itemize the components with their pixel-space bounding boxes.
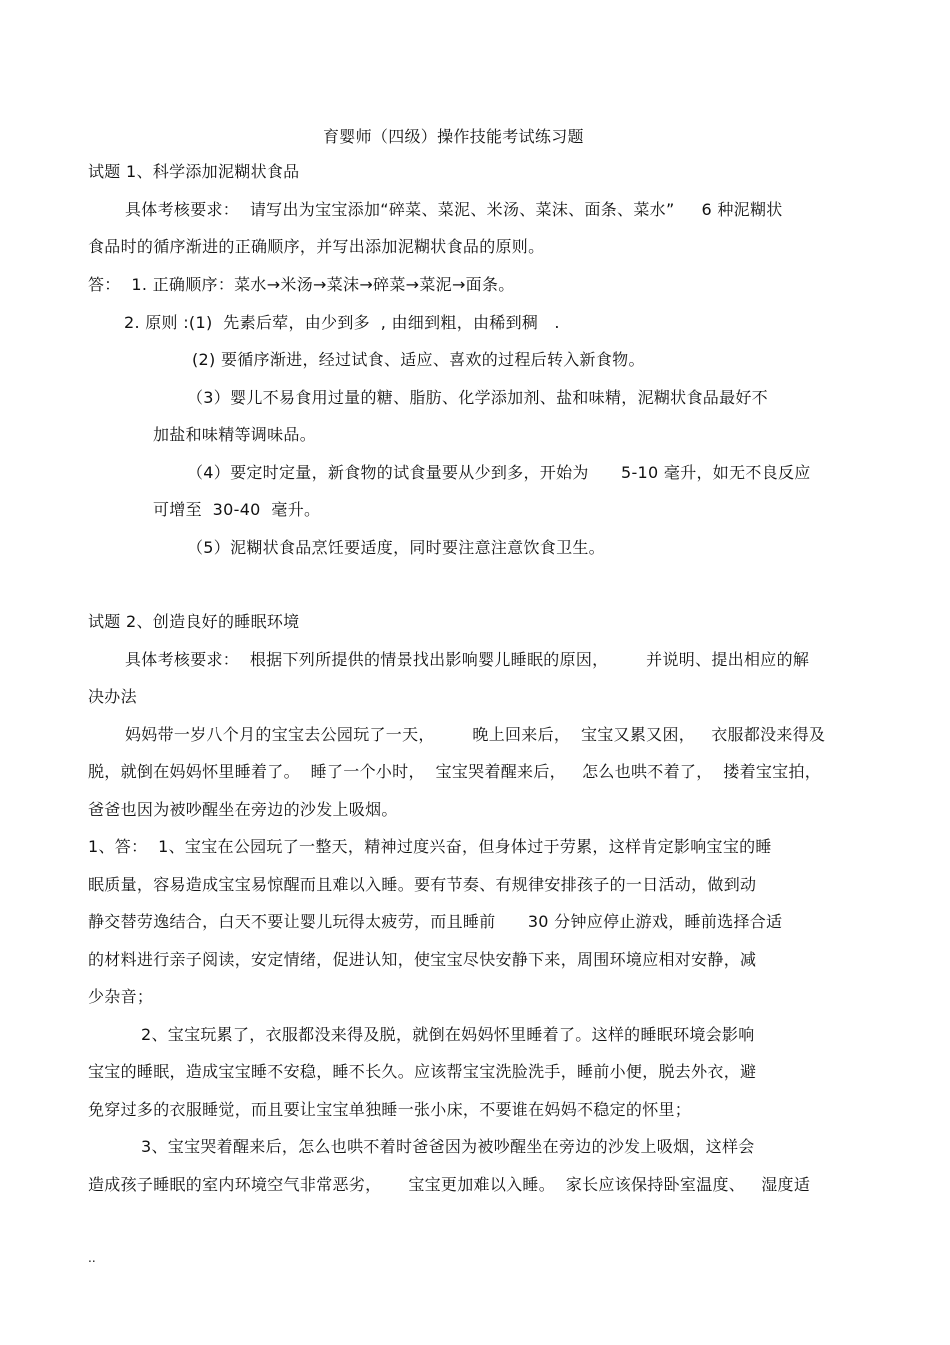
q1-answer-order: 答： 1. 正确顺序：菜水→米汤→菜沫→碎菜→菜泥→面条。 bbox=[88, 275, 515, 294]
q2-requirement-line: 决办法 bbox=[88, 687, 137, 706]
q2-answer-line: 1、答： 1、宝宝在公园玩了一整天，精神过度兴奋，但身体过于劳累，这样肯定影响宝宝的睡 bbox=[88, 837, 772, 856]
q1-requirement-line: 具体考核要求： 请写出为宝宝添加“碎菜、菜泥、米汤、菜沫、面条、菜水” 6 种泥糊状 bbox=[125, 200, 783, 219]
q2-answer-line: 造成孩子睡眠的室内环境空气非常恶劣， 宝宝更加难以入睡。 家长应该保持卧室温度、 湿度适 bbox=[88, 1175, 811, 1194]
q2-answer-line: 眠质量，容易造成宝宝易惊醒而且难以入睡。要有节奏、有规律安排孩子的一日活动，做到动 bbox=[88, 875, 757, 894]
q2-answer-line: 静交替劳逸结合，白天不要让婴儿玩得太疲劳，而且睡前 30 分钟应停止游戏，睡前选择合适 bbox=[88, 912, 783, 931]
q2-scenario-line: 脱，就倒在妈妈怀里睡着了。 睡了一个小时， 宝宝哭着醒来后， 怎么也哄不着了， 搂着宝宝拍， bbox=[88, 762, 822, 781]
q2-answer-line: 宝宝的睡眠，造成宝宝睡不安稳，睡不长久。应该帮宝宝洗脸洗手，睡前小便，脱去外衣，避 bbox=[88, 1062, 757, 1081]
q2-answer-line: 2、宝宝玩累了，衣服都没来得及脱，就倒在妈妈怀里睡着了。这样的睡眠环境会影响 bbox=[141, 1025, 755, 1044]
q1-principle: （5）泥糊状食品烹饪要适度，同时要注意注意饮食卫生。 bbox=[187, 538, 605, 557]
q2-heading: 试题 2、创造良好的睡眠环境 bbox=[88, 612, 300, 631]
q2-answer-line: 3、宝宝哭着醒来后，怎么也哄不着时爸爸因为被吵醒坐在旁边的沙发上吸烟，这样会 bbox=[141, 1137, 755, 1156]
q1-principle: （4）要定时定量，新食物的试食量要从少到多，开始为 5-10 毫升，如无不良反应 bbox=[187, 463, 811, 482]
q2-scenario-line: 妈妈带一岁八个月的宝宝去公园玩了一天， 晚上回来后， 宝宝又累又困， 衣服都没来得及 bbox=[125, 725, 826, 744]
q1-heading: 试题 1、科学添加泥糊状食品 bbox=[88, 162, 300, 181]
q1-principle: 加盐和味精等调味品。 bbox=[153, 425, 317, 444]
q2-answer-line: 的材料进行亲子阅读，安定情绪，促进认知，使宝宝尽快安静下来，周围环境应相对安静，减 bbox=[88, 950, 757, 969]
q2-scenario-line: 爸爸也因为被吵醒坐在旁边的沙发上吸烟。 bbox=[88, 800, 398, 819]
q2-answer-line: 免穿过多的衣服睡觉，而且要让宝宝单独睡一张小床，不要谁在妈妈不稳定的怀里； bbox=[88, 1100, 692, 1119]
q1-principle: 2. 原则 :(1) 先素后荤，由少到多 , 由细到粗，由稀到稠 . bbox=[124, 313, 560, 332]
q2-answer-line: 少杂音； bbox=[88, 987, 154, 1006]
footer-mark: .. bbox=[88, 1251, 96, 1265]
q1-principle: （3）婴儿不易食用过量的糖、脂肪、化学添加剂、盐和味精，泥糊状食品最好不 bbox=[187, 388, 768, 407]
q1-principle: 可增至 30-40 毫升。 bbox=[153, 500, 321, 519]
q1-principle: (2) 要循序渐进，经过试食、适应、喜欢的过程后转入新食物。 bbox=[192, 350, 645, 369]
q2-requirement-line: 具体考核要求： 根据下列所提供的情景找出影响婴儿睡眠的原因， 并说明、提出相应的解 bbox=[125, 650, 810, 669]
q1-requirement-line: 食品时的循序渐进的正确顺序，并写出添加泥糊状食品的原则。 bbox=[88, 237, 545, 256]
page-title: 育婴师（四级）操作技能考试练习题 bbox=[323, 127, 584, 146]
